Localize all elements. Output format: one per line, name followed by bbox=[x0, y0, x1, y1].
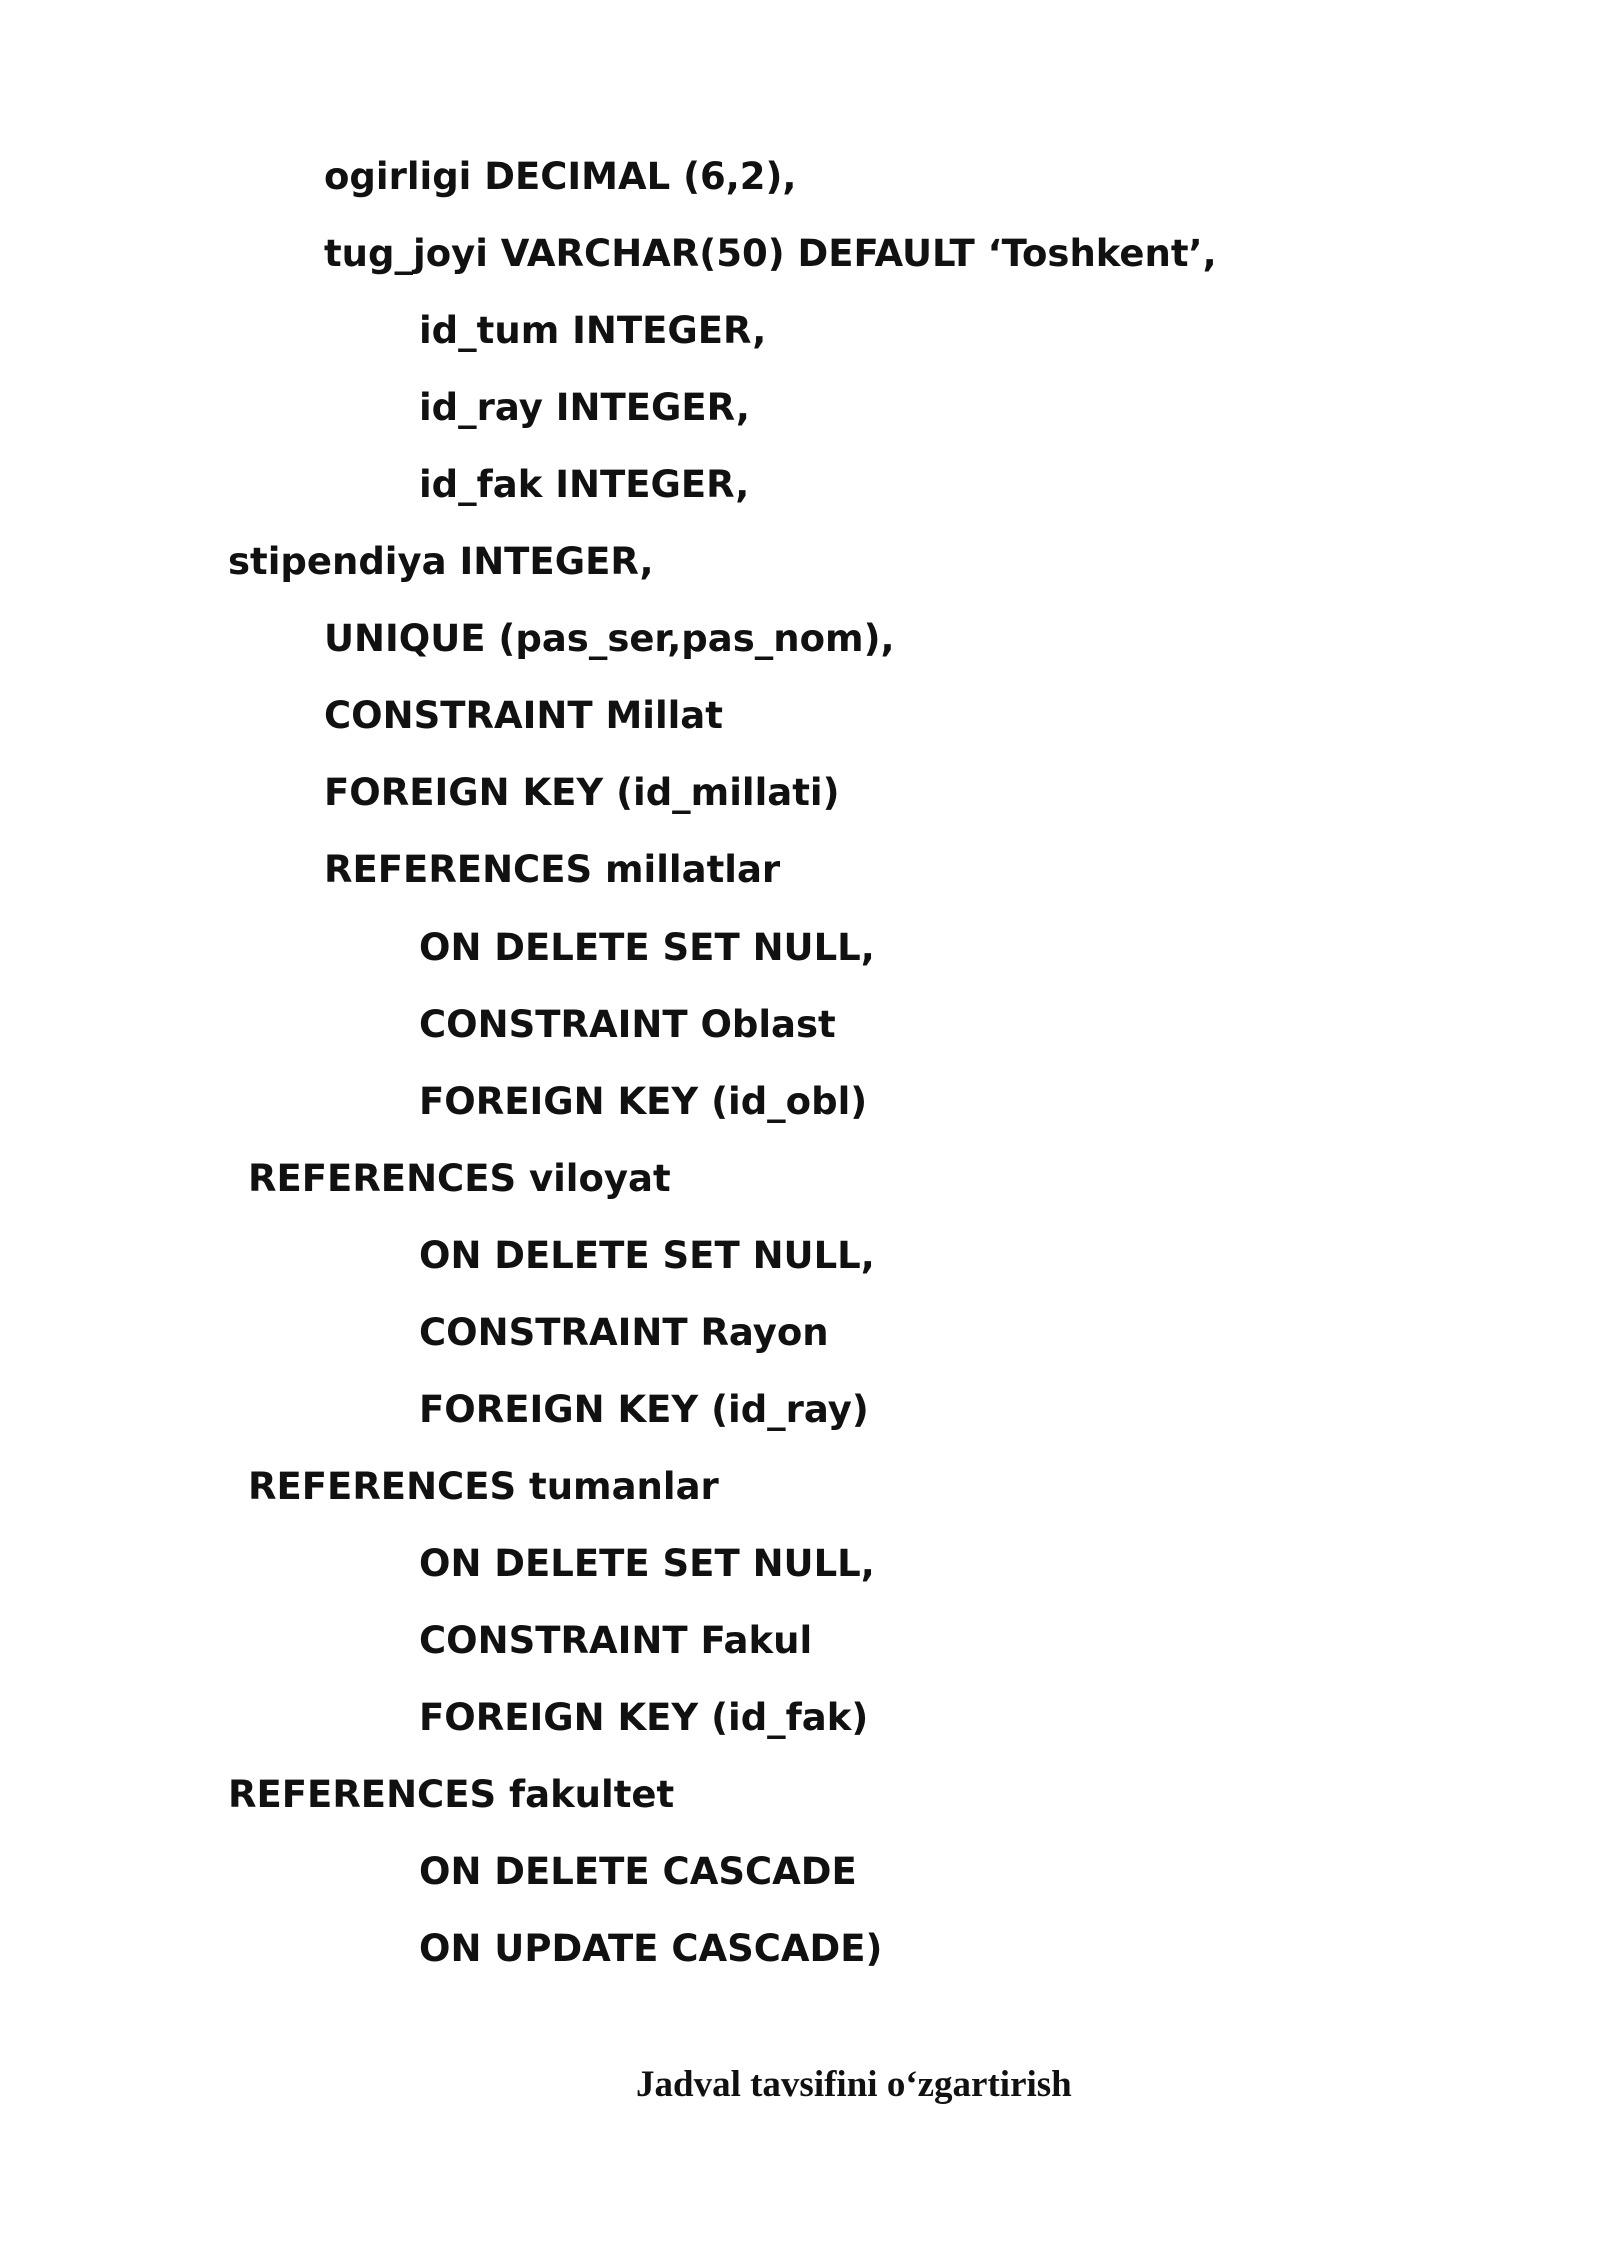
code-line: ON DELETE SET NULL, bbox=[419, 1542, 875, 1585]
section-heading: Jadval tavsifini o‘zgartirish bbox=[636, 2064, 1072, 2105]
code-line: tug_joyi VARCHAR(50) DEFAULT ‘Toshkent’, bbox=[324, 232, 1217, 275]
code-line: ON DELETE SET NULL, bbox=[419, 1234, 875, 1277]
code-line: CONSTRAINT Millat bbox=[324, 694, 723, 737]
code-line: id_ray INTEGER, bbox=[419, 386, 750, 429]
code-line: REFERENCES millatlar bbox=[324, 848, 781, 891]
code-line: CONSTRAINT Fakul bbox=[419, 1619, 813, 1662]
code-line: FOREIGN KEY (id_millati) bbox=[324, 771, 840, 814]
code-line: stipendiya INTEGER, bbox=[228, 540, 654, 583]
code-line: ON DELETE CASCADE bbox=[419, 1850, 857, 1893]
code-line: ON DELETE SET NULL, bbox=[419, 926, 875, 969]
code-line: FOREIGN KEY (id_obl) bbox=[419, 1080, 868, 1123]
code-line: FOREIGN KEY (id_ray) bbox=[419, 1388, 869, 1431]
code-line: REFERENCES fakultet bbox=[228, 1773, 675, 1816]
code-line: CONSTRAINT Oblast bbox=[419, 1003, 836, 1046]
code-line: id_tum INTEGER, bbox=[419, 309, 767, 352]
code-line: ogirligi DECIMAL (6,2), bbox=[324, 155, 797, 198]
code-line: FOREIGN KEY (id_fak) bbox=[419, 1696, 869, 1739]
code-line: UNIQUE (pas_ser,pas_nom), bbox=[324, 617, 895, 660]
code-line: CONSTRAINT Rayon bbox=[419, 1311, 829, 1354]
code-line: ON UPDATE CASCADE) bbox=[419, 1927, 883, 1970]
code-line: id_fak INTEGER, bbox=[419, 463, 750, 506]
code-line: REFERENCES tumanlar bbox=[248, 1465, 719, 1508]
code-line: REFERENCES viloyat bbox=[248, 1157, 671, 1200]
